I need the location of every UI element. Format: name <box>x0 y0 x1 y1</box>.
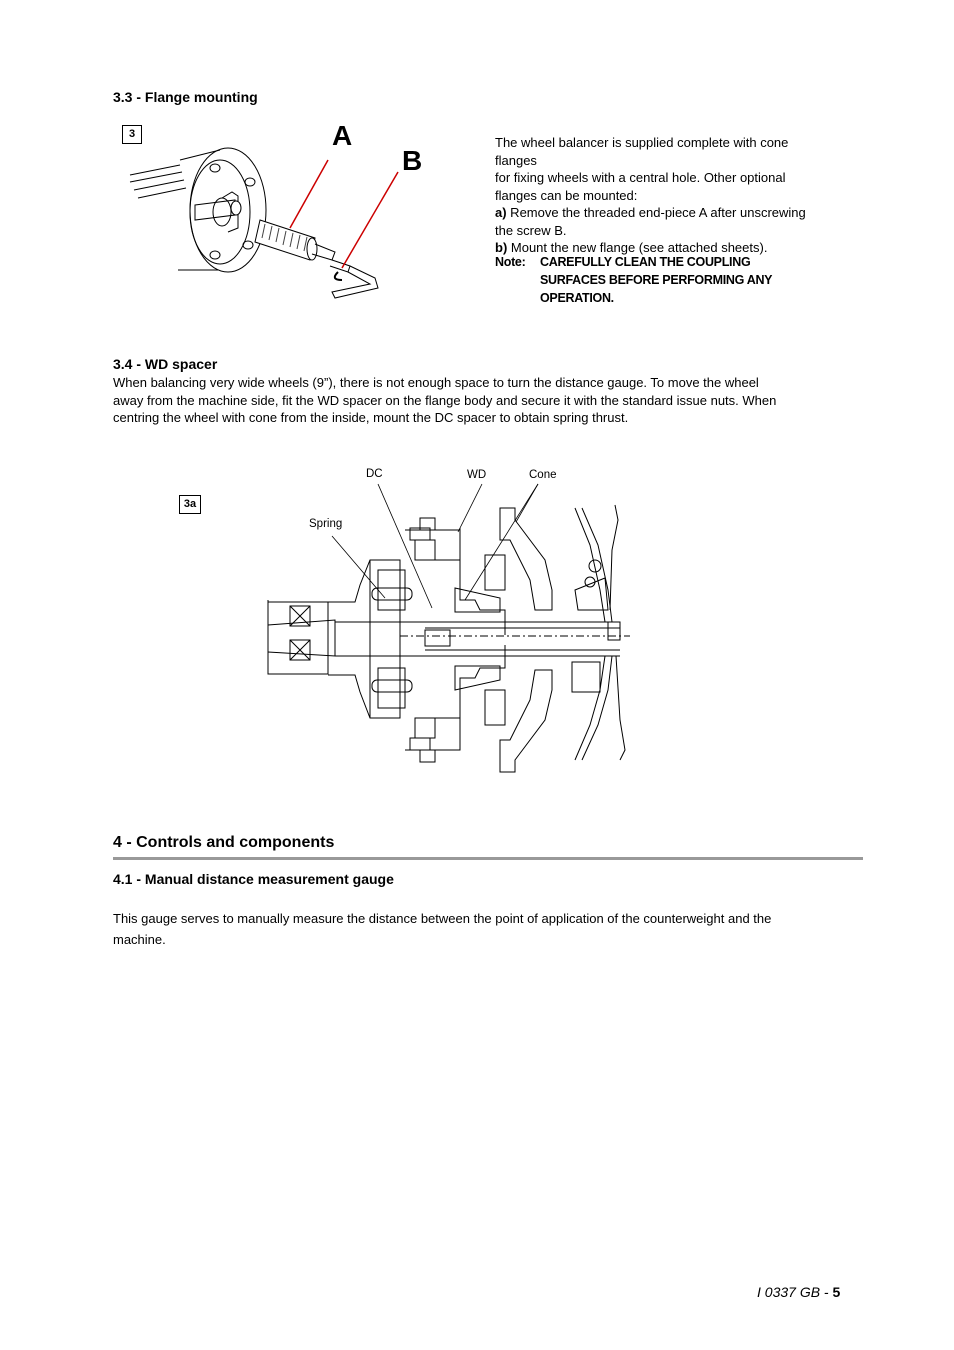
desc-line: flanges <box>495 152 537 168</box>
paragraph-line: This gauge serves to manually measure the distance between the point of application of the counterweight and the <box>113 911 772 926</box>
step-a-marker: a) <box>495 205 507 220</box>
gauge-paragraph <box>113 908 873 950</box>
step-a-cont: the screw B. <box>495 222 567 238</box>
main-shaft <box>268 600 335 674</box>
step-b <box>495 239 855 257</box>
page-number: 5 <box>832 1284 841 1300</box>
wd-spacer-paragraph <box>113 374 873 427</box>
section-heading-4-1: 4.1 - Manual distance measurement gauge <box>113 871 394 887</box>
wd-spacer <box>460 528 505 750</box>
step-a <box>495 204 855 222</box>
label-cone: Cone <box>529 469 557 481</box>
note-line: OPERATION. <box>540 291 614 305</box>
note-line: SURFACES BEFORE PERFORMING ANY <box>540 273 773 287</box>
section-heading-3-4: 3.4 - WD spacer <box>113 356 218 372</box>
quick-release-nut <box>572 505 625 760</box>
label-spring: Spring <box>309 518 343 530</box>
bolts <box>405 518 460 762</box>
label-dc: DC <box>366 468 383 480</box>
flange-body <box>328 560 412 718</box>
desc-line: for fixing wheels with a central hole. Other optional <box>495 170 786 185</box>
pointer-line-b <box>342 172 398 268</box>
cone <box>455 508 552 772</box>
figure-tag-3a: 3a <box>179 495 201 514</box>
threaded-end-piece <box>255 220 335 260</box>
flange-mounting-illustration <box>120 120 490 320</box>
wd-spacer-cross-section <box>260 460 640 780</box>
note-block <box>495 255 772 309</box>
paragraph-line: centring the wheel with cone from the inside, mount the DC spacer to obtain spring thrust. <box>113 410 629 425</box>
step-a-text: Remove the threaded end-piece A after unscrewing <box>506 205 806 220</box>
note-line: CAREFULLY CLEAN THE COUPLING <box>540 255 751 269</box>
label-a: A <box>332 120 353 151</box>
figure-tag-3: 3 <box>122 125 142 144</box>
threaded-rod <box>335 622 630 656</box>
flange-description <box>495 134 855 257</box>
section-rule <box>113 857 863 860</box>
section-heading-4: 4 - Controls and components <box>113 834 335 851</box>
paragraph-line: machine. <box>113 932 166 947</box>
note-label: Note: <box>495 255 526 269</box>
section-heading-3-3: 3.3 - Flange mounting <box>113 89 258 105</box>
label-b: B <box>402 145 423 176</box>
step-b-marker: b) <box>495 240 508 255</box>
desc-line: The wheel balancer is supplied complete with cone <box>495 135 789 150</box>
flange <box>178 148 266 272</box>
pointer-line-a <box>290 160 328 228</box>
screw-and-key <box>330 260 378 298</box>
desc-line: flanges can be mounted: <box>495 187 638 203</box>
machine-shaft <box>130 165 186 198</box>
page-footer <box>757 1284 840 1300</box>
paragraph-line: When balancing very wide wheels (9”), there is not enough space to turn the distance gauge. To move the wheel <box>113 375 759 390</box>
paragraph-line: away from the machine side, fit the WD spacer on the flange body and secure it with the standard issue nuts. When <box>113 392 777 408</box>
doc-code: I 0337 GB - <box>757 1284 833 1300</box>
label-wd: WD <box>467 469 487 481</box>
step-b-text: Mount the new flange (see attached sheets). <box>507 240 768 255</box>
